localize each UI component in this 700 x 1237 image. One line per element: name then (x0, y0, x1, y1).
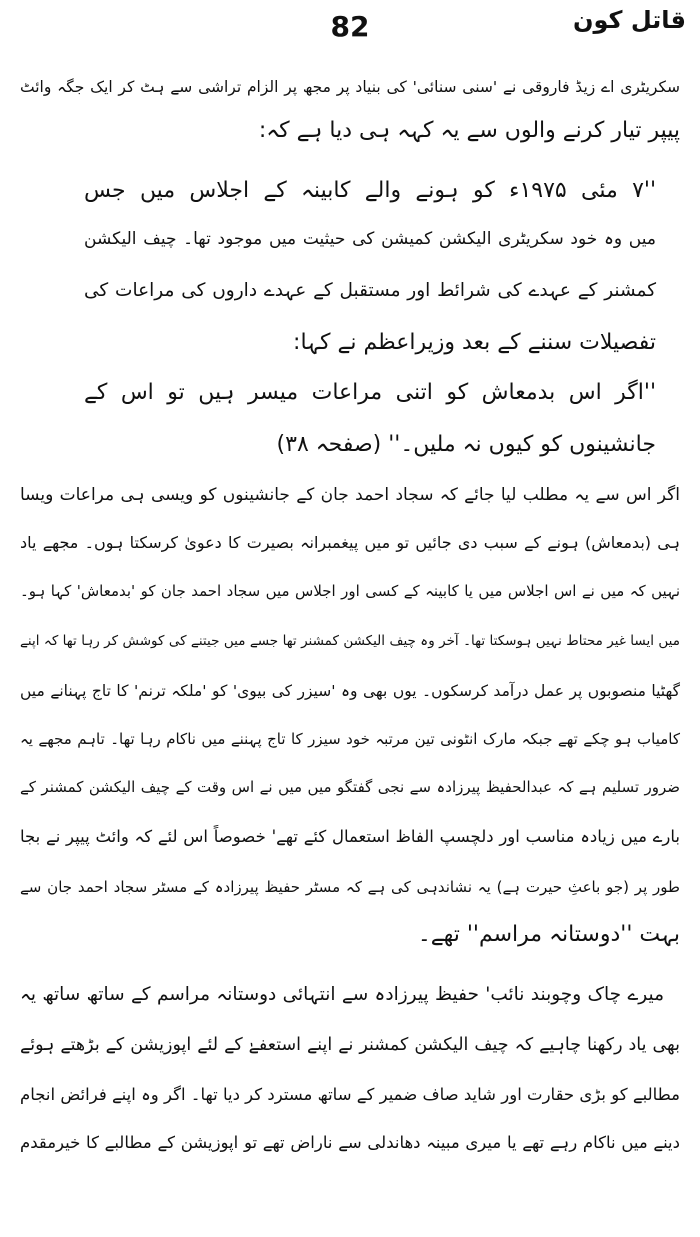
quote-line: کمشنر کے عہدے کی شرائط اور مستقبل کے عہدے داروں کی مراعات کی (84, 280, 656, 301)
text-line: طور پر (جو باعثِ حیرت ہے) یہ نشاندہی کی ہے کہ مسٹر حفیظ پیرزادہ کے مسٹر سجاد احمد جان سے (20, 878, 680, 896)
text-line: بہت ''دوستانہ مراسم'' تھے۔ (417, 922, 680, 947)
text-line: پیپر تیار کرنے والوں سے یہ کہہ ہی دیا ہے کہ: (258, 118, 680, 143)
quote-line: میں وہ خود سکریٹری الیکشن کمیشن کی حیثیت میں موجود تھا۔ چیف الیکشن (84, 229, 656, 249)
text-line: دینے میں ناکام رہے تھے یا میری مبینہ دھاندلی سے ناراض تھے تو اپوزیشن کے مطالبے کا خیرمقدم (20, 1133, 680, 1152)
text-line: ہی (بدمعاش) ہونے کے سبب دی جائیں تو میں پیغمبرانہ بصیرت کا دعویٰ کرسکتا ہوں۔ مجھے یاد (20, 533, 680, 552)
text-line: میں ایسا غیر محتاط نہیں ہوسکتا تھا۔ آخر وہ چیف الیکشن کمشنر تھا جسے میں جیتنے کی کوشش کر رہا تھا کہ اپنے (20, 633, 680, 649)
text-line: نہیں کہ میں نے اس اجلاس میں یا کابینہ کے کسی اور اجلاس میں سجاد احمد جان کو 'بدمعاش' کہا ہو۔ (20, 582, 680, 600)
text-line: سکریٹری اے زیڈ فاروقی نے 'سنی سنائی' کی بنیاد پر مجھ پر الزام تراشی سے ہٹ کر ایک جگہ وائٹ (20, 78, 680, 96)
text-line: کامیاب ہو چکے تھے جبکہ مارک انٹونی تین مرتبہ خود سیزر کا تاج پہننے میں ناکام رہا تھا۔ تاہم مجھے یہ (20, 730, 680, 748)
quote-line: تفصیلات سننے کے بعد وزیراعظم نے کہا: (293, 330, 656, 355)
book-title: قاتل کون (572, 6, 686, 34)
text-line: میرے چاک وچوبند نائب' حفیظ پیرزادہ سے انتہائی دوستانہ مراسم کے ساتھ ساتھ یہ (20, 984, 664, 1005)
text-line: ضرور تسلیم ہے کہ عبدالحفیظ پیرزادہ سے نجی گفتگو میں میں نے اس وقت کے چیف الیکشن کمشنر کے (20, 778, 680, 796)
text-line: مطالبے کو بڑی حقارت اور شاید صاف ضمیر کے ساتھ مسترد کر دیا تھا۔ اگر وہ اپنے فرائض انجام (20, 1085, 680, 1104)
text-line: گھٹیا منصوبوں پر عمل درآمد کرسکوں۔ یوں بھی وہ 'سیزر کی بیوی' کو 'ملکہ ترنم' کا تاج پہنانے میں (20, 682, 680, 700)
quote-line: جانشینوں کو کیوں نہ ملیں۔'' (صفحہ ۳۸) (276, 432, 656, 457)
page-number: 82 (330, 10, 370, 43)
quote-line: ''اگر اس بدمعاش کو اتنی مراعات میسر ہیں تو اس کے (84, 380, 656, 405)
text-line: بارے میں زیادہ مناسب اور دلچسپ الفاظ استعمال کئے تھے' خصوصاً اس لئے کہ وائٹ پیپر نے بجا (20, 827, 680, 846)
text-line: بھی یاد رکھنا چاہیے کہ چیف الیکشن کمشنر نے اپنے استعفےٰ کے لئے اپوزیشن کے بڑھتے ہوئے (20, 1035, 680, 1055)
quote-line: ''۷ مئی ۱۹۷۵ء کو ہونے والے کابینہ کے اجلاس میں جس (84, 178, 656, 203)
text-line: اگر اس سے یہ مطلب لیا جائے کہ سجاد احمد جان کے جانشینوں کو ویسی ہی مراعات ویسا (20, 485, 680, 505)
